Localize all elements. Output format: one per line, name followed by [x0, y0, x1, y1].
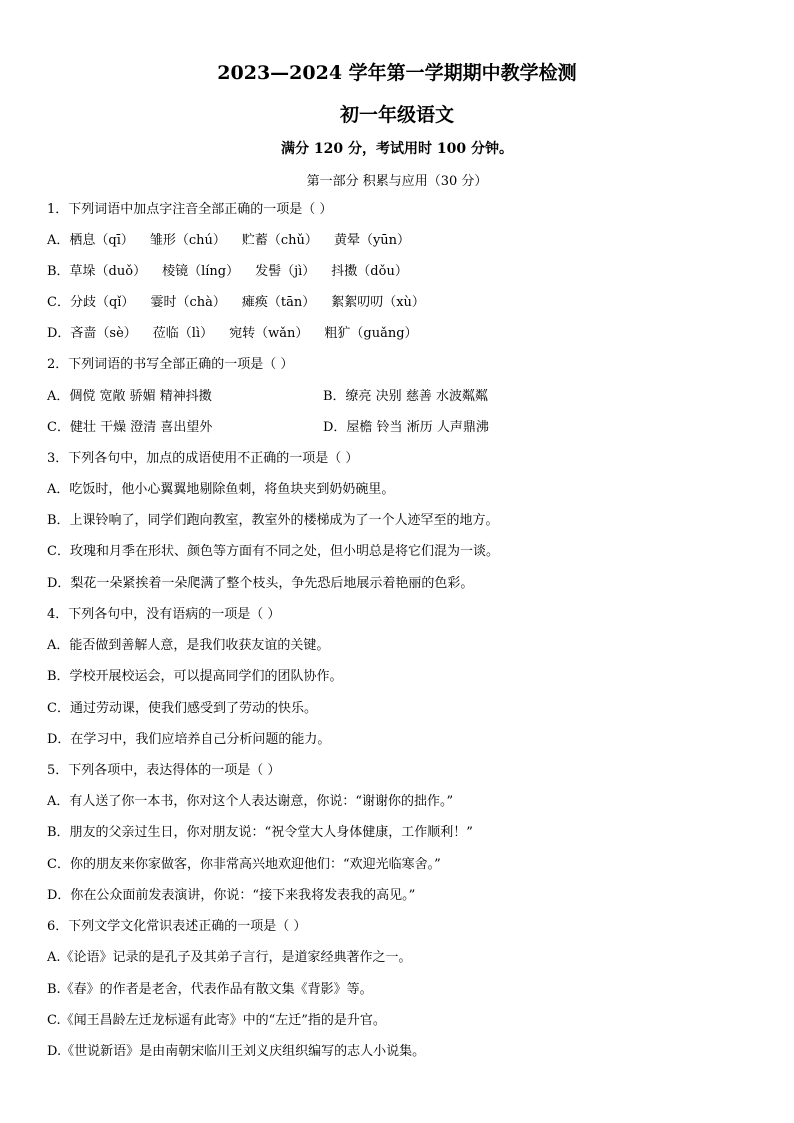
- question-1-option-c: [47, 294, 441, 312]
- question-6-option-c: C.《闻王昌龄左迁龙标遥有此寄》中的“左迁”指的是升官。: [47, 1013, 386, 1028]
- question-1-stem: 1．下列词语中加点字注音全部正确的一项是（ ）: [47, 202, 333, 217]
- exam-title: 2023—2024 学年第一学期期中教学检测: [217, 62, 577, 84]
- question-4-stem: 4．下列各句中，没有语病的一项是（ ）: [47, 607, 281, 622]
- exam-subtitle: 初一年级语文: [339, 104, 454, 126]
- option-word: 莅临（lì）: [152, 326, 214, 341]
- option-word: B．草垛（duǒ）: [47, 264, 147, 279]
- question-3-stem: 3．下列各句中，加点的成语使用不正确的一项是（ ）: [47, 451, 359, 466]
- question-2-option-a: A．倜傥 宽敞 骄媚 精神抖擞: [47, 389, 212, 404]
- question-2-option-c: C．健壮 干燥 澄清 喜出望外: [47, 420, 213, 435]
- question-5-stem: 5．下列各项中，表达得体的一项是（ ）: [47, 763, 281, 778]
- question-5-option-b: B．朋友的父亲过生日，你对朋友说：“祝令堂大人身体健康，工作顺利！”: [47, 825, 473, 840]
- option-word: 发髻（jì）: [255, 264, 316, 279]
- option-word: 雏形（chú）: [149, 233, 226, 248]
- question-5-option-a: A．有人送了你一本书，你对这个人表达谢意，你说：“谢谢你的拙作。”: [47, 794, 454, 809]
- question-4-option-c: C．通过劳动课，使我们感受到了劳动的快乐。: [47, 701, 317, 716]
- question-6-stem: 6．下列文学文化常识表述正确的一项是（ ）: [47, 919, 307, 934]
- exam-note: 满分 120 分，考试用时 100 分钟。: [281, 141, 513, 157]
- section-heading: 第一部分 积累与应用（30 分）: [306, 174, 488, 189]
- question-3-option-a: A．吃饭时，他小心翼翼地剔除鱼刺，将鱼块夹到奶奶碗里。: [47, 482, 395, 497]
- option-word: 絮絮叨叨（xù）: [331, 295, 425, 310]
- option-word: 抖擞（dǒu）: [331, 264, 408, 279]
- option-word: 粗犷（guǎng）: [324, 326, 418, 341]
- option-word: D．吝啬（sè）: [47, 326, 137, 341]
- question-5-option-d: D．你在公众面前发表演讲，你说：“接下来我将发表我的高见。”: [47, 888, 416, 903]
- question-3-option-c: C．玫瑰和月季在形状、颜色等方面有不同之处，但小明总是将它们混为一谈。: [47, 544, 499, 559]
- question-4-option-a: A．能否做到善解人意，是我们收获友谊的关键。: [47, 638, 330, 653]
- question-3-option-d: D．梨花一朵紧挨着一朵爬满了整个枝头，争先恐后地展示着艳丽的色彩。: [47, 576, 474, 591]
- option-word: 宛转（wǎn）: [229, 326, 309, 341]
- question-6-option-a: A.《论语》记录的是孔子及其弟子言行，是道家经典著作之一。: [47, 950, 412, 965]
- option-word: A．栖息（qī）: [47, 233, 134, 248]
- question-4-option-b: B．学校开展校运会，可以提高同学们的团队协作。: [47, 669, 343, 684]
- option-word: C．分歧（qǐ）: [47, 295, 135, 310]
- question-1-option-d: [47, 325, 434, 343]
- question-3-option-b: B．上课铃响了，同学们跑向教室，教室外的楼梯成为了一个人迹罕至的地方。: [47, 513, 499, 528]
- option-word: 贮蓄（chǔ）: [241, 233, 318, 248]
- question-2-option-d: D．屋檐 铃当 淅历 人声鼎沸: [323, 420, 489, 435]
- question-5-option-c: C．你的朋友来你家做客，你非常高兴地欢迎他们：“欢迎光临寒舍。”: [47, 857, 441, 872]
- option-word: 黄晕（yūn）: [333, 233, 411, 248]
- option-word: 棱镜（líng）: [162, 264, 240, 279]
- question-2-option-b: B．缭亮 决别 慈善 水波粼粼: [323, 389, 488, 404]
- question-6-option-d: D.《世说新语》是由南朝宋临川王刘义庆组织编写的志人小说集。: [47, 1044, 426, 1059]
- option-word: 瘫痪（tān）: [241, 295, 316, 310]
- question-6-option-b: B.《春》的作者是老舍，代表作品有散文集《背影》等。: [47, 982, 373, 997]
- option-word: 霎时（chà）: [150, 295, 226, 310]
- question-1-option-a: [47, 232, 426, 250]
- question-4-option-d: D．在学习中，我们应培养自己分析问题的能力。: [47, 732, 331, 747]
- question-1-option-b: [47, 263, 424, 281]
- question-2-stem: 2．下列词语的书写全部正确的一项是（ ）: [47, 357, 294, 372]
